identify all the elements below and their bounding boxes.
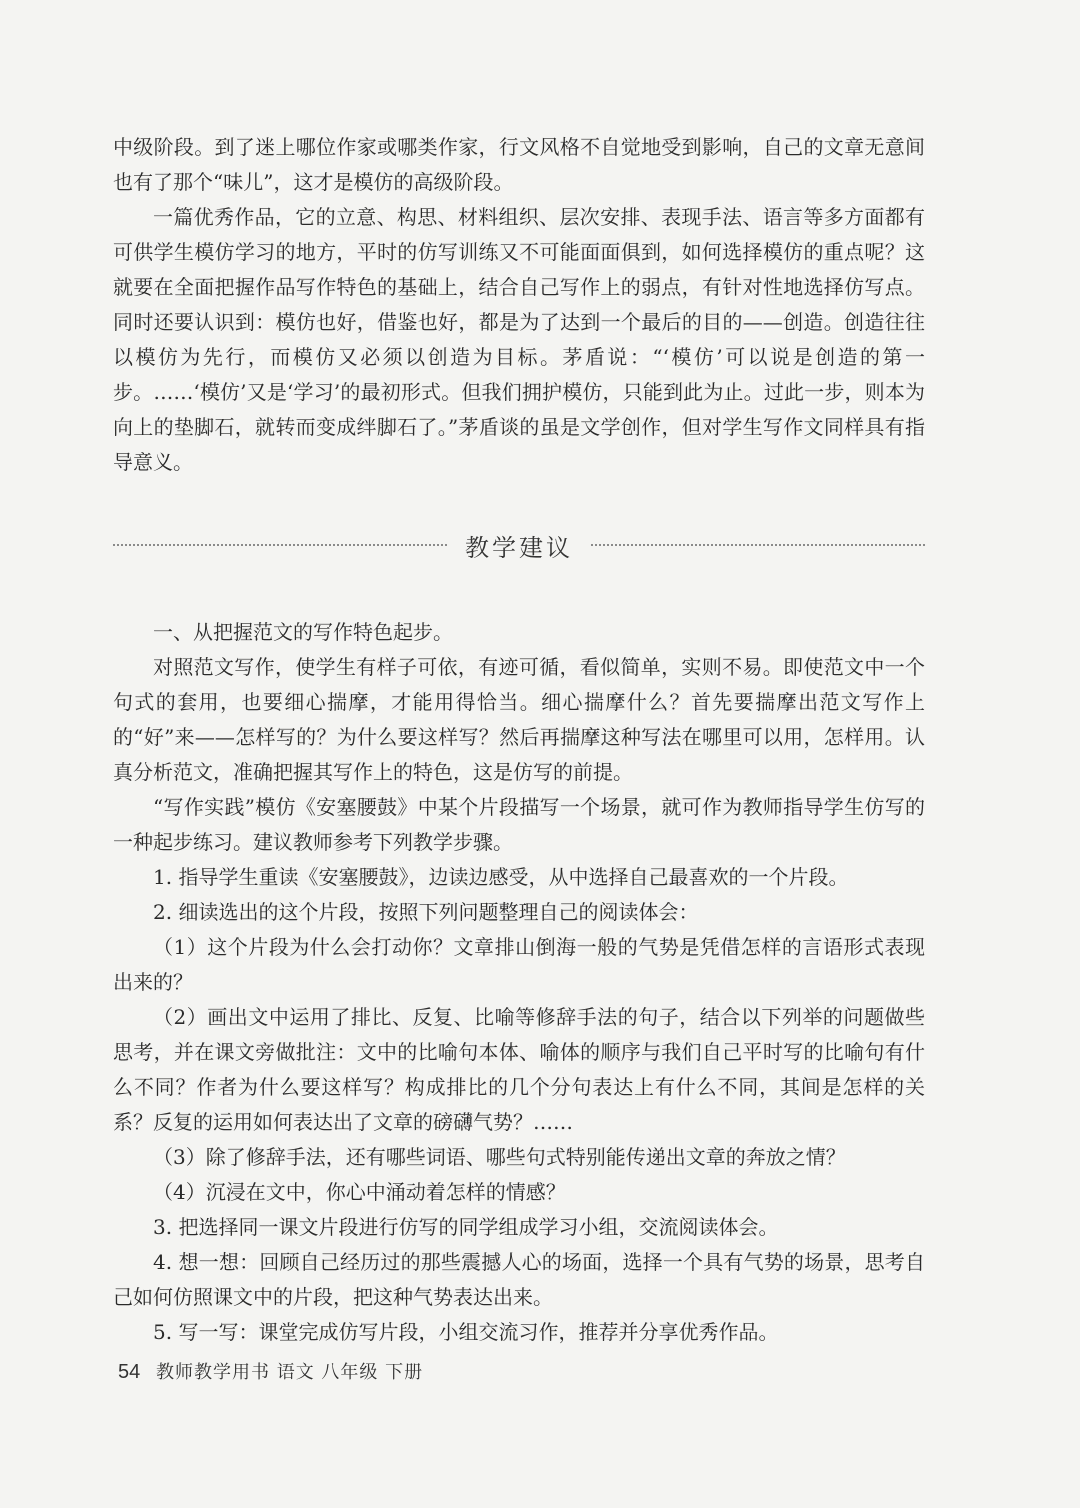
paragraph-imitation-focus: 一篇优秀作品，它的立意、构思、材料组织、层次安排、表现手法、语言等多方面都有可供学生模仿学习的地方，平时的仿写训练又不可能面面俱到，如何选择模仿的重点呢？这就要在全面把握作品写作特色的基础上，结合自己写作上的弱点，有针对性地选择仿写点。同时还要认识到：模仿也好，借鉴也好，都是为了达到一个最后的目的——创造。创造往往以模仿为先行，而模仿又必须以创造为目标。茅盾说：“‘模仿’可以说是创造的第一步。……‘模仿’又是‘学习’的最初形式。但我们拥护模仿，只能到此为止。过此一步，则本为向上的垫脚石，就转而变成绊脚石了。”茅盾谈的虽是文学创作，但对学生写作文同样具有指导意义。 [113,205,925,474]
page-number: 54 [118,1361,141,1383]
page-footer [118,1358,423,1384]
step-item: 5. 写一写：课堂完成仿写片段，小组交流习作，推荐并分享优秀作品。 [153,1320,779,1344]
question-item: （1）这个片段为什么会打动你？文章排山倒海一般的气势是凭借怎样的言语形式表现出来的？ [113,935,925,994]
section-heading-title: 教学建议 [465,533,573,562]
dotted-rule-right [591,544,925,546]
suggestion-paragraph: “写作实践”模仿《安塞腰鼓》中某个片段描写一个场景，就可作为教师指导学生仿写的一种起步练习。建议教师参考下列教学步骤。 [113,795,925,854]
book-title: 教师教学用书 语文 八年级 下册 [155,1362,424,1383]
teaching-suggestions-block [113,615,925,1350]
suggestion-heading: 一、从把握范文的写作特色起步。 [153,620,453,644]
section-heading [113,525,925,565]
suggestion-paragraph: 对照范文写作，使学生有样子可依，有迹可循，看似简单，实则不易。即使范文中一个句式的套用，也要细心揣摩，才能用得恰当。细心揣摩什么？首先要揣摩出范文写作上的“好”来——怎样写的？为什么要这样写？然后再揣摩这种写法在哪里可以用，怎样用。认真分析范文，准确把握其写作上的特色，这是仿写的前提。 [113,655,925,784]
step-item: 4. 想一想：回顾自己经历过的那些震撼人心的场面，选择一个具有气势的场景，思考自己如何仿照课文中的片段，把这种气势表达出来。 [113,1250,925,1309]
step-item: 3. 把选择同一课文片段进行仿写的同学组成学习小组，交流阅读体会。 [153,1215,779,1239]
question-item: （3）除了修辞手法，还有哪些词语、哪些句式特别能传递出文章的奔放之情？ [153,1145,846,1169]
question-item: （2）画出文中运用了排比、反复、比喻等修辞手法的句子，结合以下列举的问题做些思考，并在课文旁做批注：文中的比喻句本体、喻体的顺序与我们自己平时写的比喻句有什么不同？作者为什么要这样写？构成排比的几个分句表达上有什么不同，其间是怎样的关系？反复的运用如何表达出了文章的磅礴气势？…… [113,1005,925,1134]
question-item: （4）沉浸在文中，你心中涌动着怎样的情感？ [153,1180,566,1204]
step-item: 1. 指导学生重读《安塞腰鼓》，边读边感受，从中选择自己最喜欢的一个片段。 [153,865,849,889]
top-text-block [113,130,925,480]
step-item: 2. 细读选出的这个片段，按照下列问题整理自己的阅读体会： [153,900,699,924]
paragraph-continuation: 中级阶段。到了迷上哪位作家或哪类作家，行文风格不自觉地受到影响，自己的文章无意间也有了那个“味儿”，这才是模仿的高级阶段。 [113,135,925,194]
dotted-rule-left [113,544,447,546]
